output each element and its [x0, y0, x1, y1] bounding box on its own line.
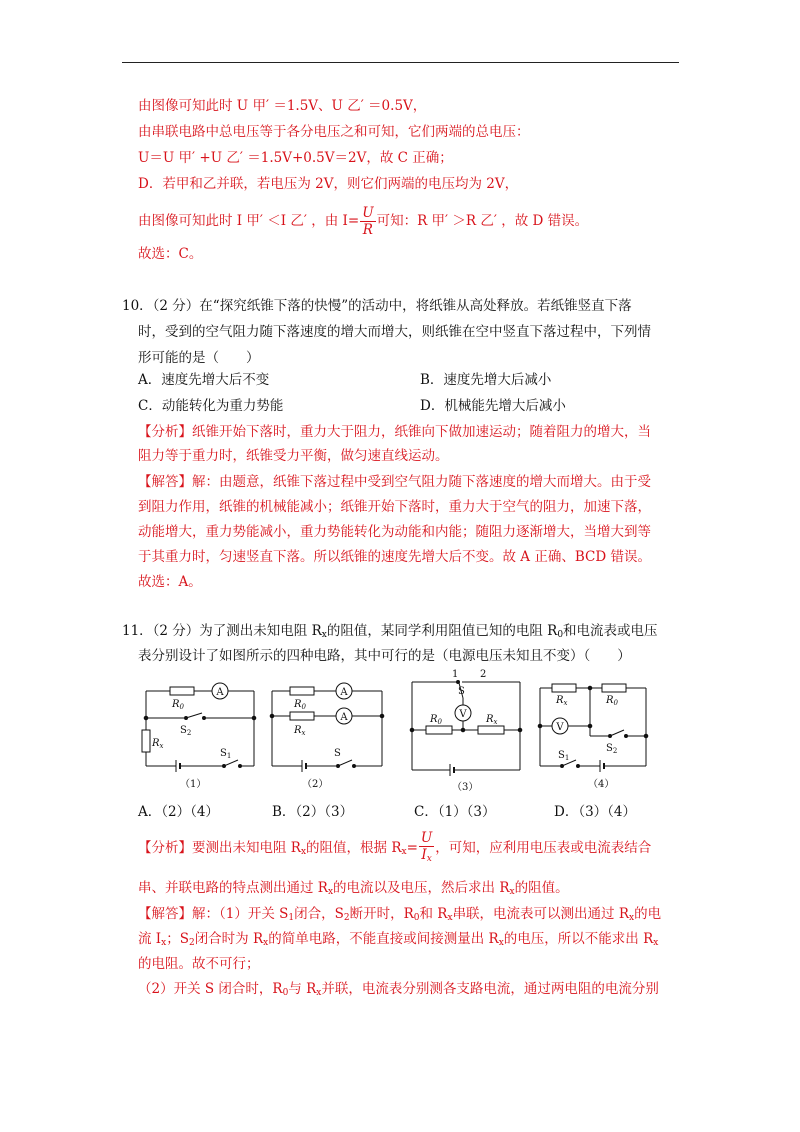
q11-stem-2: 表分别设计了如图所示的四种电路，其中可行的是（电源电压未知且不变）（ ）: [138, 648, 631, 664]
q11-ana-1b: 的阻值，根据 R: [306, 840, 402, 856]
q10-analysis-2: 阻力等于重力时，纸锥受力平衡，做匀速直线运动。: [138, 448, 449, 464]
q11-stem-1b: 的阻值，某同学利用阻值已知的电阻 R: [326, 623, 558, 639]
q10-solution-4: 于其重力时，匀速竖直下落。所以纸锥的速度先增大后不变。故 A 正确、BCD 错误。: [138, 549, 651, 565]
q9-line-1: 由图像可知此时 U 甲′ ＝1.5V、U 乙′ ＝0.5V，: [138, 98, 427, 114]
q11-option-c: C．（1）（3）: [414, 804, 496, 820]
c3-rx-label: $R_x$: [486, 714, 498, 726]
c2-junction: [380, 714, 384, 718]
c3-pos-2-label: 2: [480, 669, 487, 680]
c3-junction: [461, 728, 465, 732]
c1-ammeter-label: A: [216, 687, 224, 698]
c3-junction: [410, 728, 414, 732]
c3-pos-1-label: 1: [452, 669, 459, 680]
sub-x: x: [447, 913, 453, 923]
q11-sol-2e: 的电压，所以不能求出 R: [503, 931, 654, 947]
q11-sol-4b: 与 R: [288, 981, 317, 997]
circuit-2-diagram: [268, 676, 388, 796]
c1-switch-s1: [224, 760, 238, 766]
c1-resistor-r0: [170, 687, 194, 695]
c2-resistor-r0: [290, 687, 314, 695]
fraction-denominator: R: [362, 222, 373, 238]
q10-option-b: B．速度先增大后减小: [420, 372, 552, 388]
c3-resistor-rx: [478, 726, 504, 734]
q11-sol-2b: ；S: [166, 931, 189, 947]
c2-switch-s: [338, 760, 352, 766]
c1-switch-s2: [186, 713, 202, 718]
q10-solution-1: 【解答】解：由题意，纸锥下落过程中受到空气阻力随下落速度的增大而增大。由于受: [138, 474, 651, 490]
sub-x: x: [263, 938, 269, 948]
q10-solution-3: 动能增大，重力势能减小，重力势能转化为动能和内能；随阻力逐渐增大，当增大到等: [138, 524, 651, 540]
header-rule: [122, 62, 679, 63]
q9-answer: 故选：C。: [138, 246, 203, 262]
sub-0: 0: [413, 913, 420, 923]
q11-ana-2c: 的阻值。: [514, 880, 569, 896]
sub-0: 0: [557, 630, 564, 640]
q11-sol-1b: 闭合，S: [294, 906, 344, 922]
q11-ana-2a: 串、并联电路的特点测出通过 R: [138, 880, 328, 896]
c1-r0-label: $R_0$: [172, 699, 184, 711]
q11-stem-1: [122, 622, 658, 644]
q10-option-c: C．动能转化为重力势能: [138, 398, 284, 414]
q9-line-5: [138, 201, 588, 241]
q10-option-d: D．机械能先增大后减小: [420, 398, 566, 414]
q11-sol-2d: 的简单电路，不能直接或间接测量出 R: [268, 931, 499, 947]
c4-resistor-r0: [602, 684, 626, 692]
q11-sol-2a: 流 I: [138, 931, 162, 947]
c4-caption: （4）: [588, 779, 615, 790]
c4-rx-label: $R_x$: [556, 695, 568, 707]
fraction-numerator: U: [420, 830, 433, 846]
c2-rx-label: $R_x$: [294, 725, 306, 737]
q11-analysis-2: [138, 879, 569, 901]
q11-analysis-1: [138, 828, 651, 868]
sub-x: x: [629, 913, 635, 923]
q11-sol-4c: 并联，电流表分别测各支路电流，通过两电阻的电流分别: [321, 981, 659, 997]
q11-sol-1e: 串联，电流表可以测出通过 R: [452, 906, 630, 922]
q9-line-3: U＝U 甲′ +U 乙′ ＝1.5V+0.5V＝2V，故 C 正确；: [138, 150, 453, 166]
c1-rx-label: $R_x$: [152, 738, 164, 750]
q11-solution-4: [138, 980, 659, 1002]
sub-x: x: [300, 847, 307, 857]
sub-2: 2: [188, 938, 195, 948]
c4-r0-label: $R_0$: [606, 695, 618, 707]
circuit-1-diagram: [140, 676, 260, 796]
fraction-u-over-ix: [419, 830, 434, 867]
q11-solution-3: 的电阻。故不可行；: [138, 956, 260, 972]
q11-sol-1a: 【解答】解：（1）开关 S: [138, 906, 289, 922]
c2-junction: [270, 714, 274, 718]
q9-line-4: D．若甲和乙并联，若电压为 2V，则它们两端的电压均为 2V，: [138, 176, 519, 192]
q11-stem-1a: 11．（2 分）为了测出未知电阻 R: [122, 623, 322, 639]
c3-voltmeter-label: V: [459, 709, 467, 720]
q11-ana-2b: 的电流以及电压，然后求出 R: [333, 880, 510, 896]
fraction-denominator: $I_x$: [421, 847, 432, 864]
circuit-4-diagram: [536, 676, 654, 796]
c4-s1-label: $S_1$: [558, 750, 570, 762]
q9-line-2: 由串联电路中总电压等于各分电压之和可知，它们两端的总电压：: [138, 124, 530, 140]
q11-option-d: D．（3）（4）: [554, 804, 637, 820]
q11-option-b: B．（2）（3）: [272, 804, 354, 820]
q11-ana-1a: 【分析】要测出未知电阻 R: [138, 840, 301, 856]
c2-s-label: S: [334, 748, 341, 759]
c2-r0-label: $R_0$: [294, 699, 306, 711]
c1-caption: （1）: [180, 779, 207, 790]
c3-s-label: S: [458, 686, 465, 697]
c4-resistor-rx: [552, 684, 576, 692]
sub-0: 0: [282, 988, 289, 998]
c2-caption: （2）: [302, 779, 329, 790]
c1-junction: [252, 716, 256, 720]
c2-ammeter-1-label: A: [340, 687, 348, 698]
q11-stem-1c: 和电流表或电压: [563, 623, 658, 639]
c4-switch-s2: [610, 730, 624, 736]
q10-option-a: A．速度先增大后不变: [138, 372, 270, 388]
c4-s2-label: $S_2$: [606, 743, 618, 755]
c1-s2-label: $S_2$: [180, 725, 192, 737]
c3-junction: [518, 728, 522, 732]
c2-ammeter-2-label: A: [340, 712, 348, 723]
q10-stem-3: 形可能的是（ ）: [138, 350, 260, 366]
q10-analysis-1: 【分析】纸锥开始下落时，重力大于阻力，纸锥向下做加速运动；随着阻力的增大，当: [138, 424, 651, 440]
q11-sol-1d: 和 R: [419, 906, 448, 922]
sub-x: x: [401, 847, 407, 857]
q11-option-a: A．（2）（4）: [138, 804, 219, 820]
q10-stem-1: 10．（2 分）在“探究纸锥下落的快慢”的活动中，将纸锥从高处释放。若纸锥竖直下落: [122, 298, 632, 314]
c4-junction: [644, 734, 648, 738]
sub-x: x: [653, 938, 659, 948]
c3-caption: （3）: [452, 782, 479, 793]
q9-line-5a: 由图像可知此时 I 甲′ ＜I 乙′ ，由 I=: [138, 213, 360, 229]
q10-answer: 故选：A。: [138, 574, 202, 590]
q11-sol-1f: 的电: [634, 906, 662, 922]
q11-sol-4a: （2）开关 S 闭合时，R: [138, 981, 283, 997]
sub-1: 1: [288, 913, 295, 923]
q9-line-5b: 可知：R 甲′ ＞R 乙′ ，故 D 错误。: [376, 213, 589, 229]
c3-resistor-r0: [426, 726, 452, 734]
q11-ana-1d: ，可知，应利用电压表或电流表结合: [435, 840, 652, 856]
c1-s1-label: $S_1$: [220, 748, 232, 760]
sub-x: x: [509, 887, 515, 897]
sub-2: 2: [343, 913, 350, 923]
fraction-numerator: U: [362, 205, 374, 221]
q10-solution-2: 到阻力作用，纸锥的机械能减小；纸锥开始下落时，重力大于空气的阻力，加速下落，: [138, 499, 651, 515]
sub-x: x: [161, 938, 167, 948]
q11-sol-2c: 闭合时为 R: [194, 931, 264, 947]
q11-ana-1c: =: [406, 840, 418, 856]
c1-junction: [144, 716, 148, 720]
sub-x: x: [316, 988, 322, 998]
circuit-3-diagram: [406, 668, 526, 796]
sub-x: x: [327, 887, 334, 897]
q11-solution-2: [138, 930, 658, 952]
c4-voltmeter-label: V: [556, 722, 564, 733]
q10-stem-2: 时，受到的空气阻力随下落速度的增大而增大，则纸锥在空中竖直下落过程中，下列情: [138, 324, 651, 340]
sub-x: x: [498, 938, 504, 948]
q11-solution-1: [138, 905, 661, 927]
c4-junction: [588, 724, 592, 728]
c2-resistor-rx: [290, 712, 314, 720]
q11-sol-1c: 断开时，R: [349, 906, 414, 922]
c3-r0-label: $R_0$: [430, 714, 442, 726]
c1-resistor-rx: [142, 730, 150, 752]
fraction-u-over-r: [360, 205, 375, 238]
sub-x: x: [321, 630, 327, 640]
